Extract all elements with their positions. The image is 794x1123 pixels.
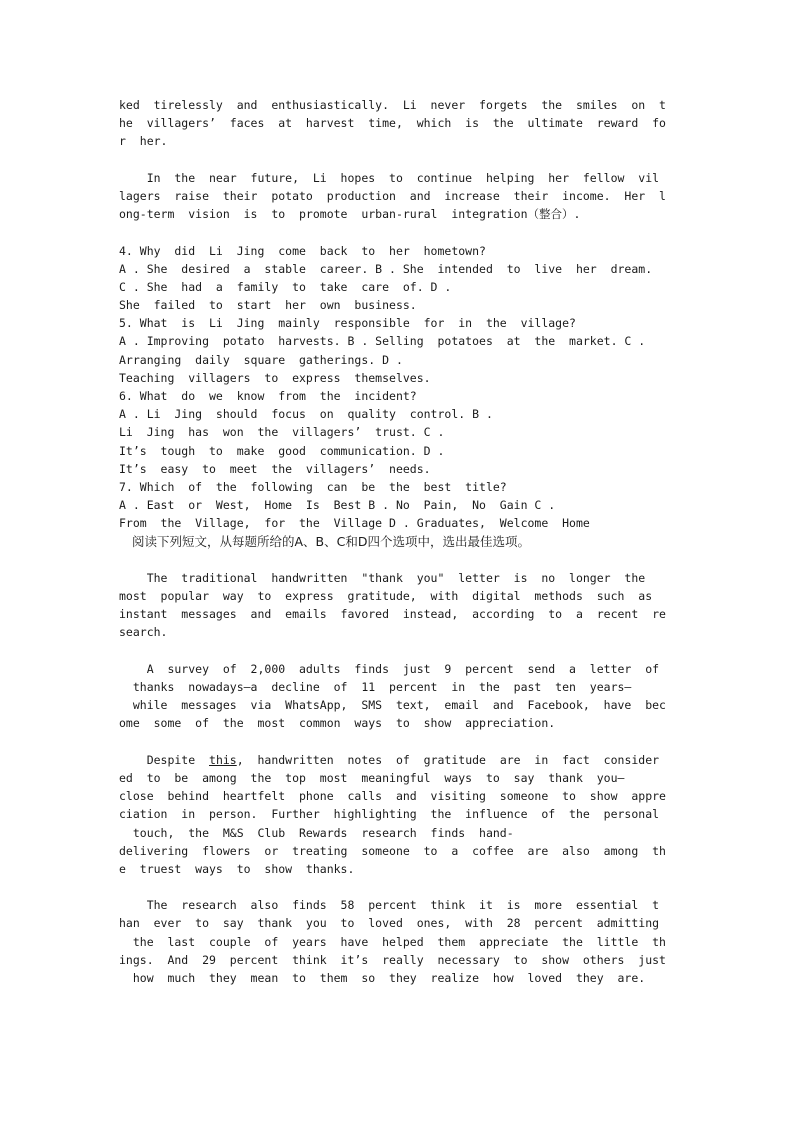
question-option-line: Arranging daily square gatherings. D . — [119, 352, 403, 367]
text-line: ed to be among the top most meaningful ways to say thank you— — [119, 770, 625, 785]
text-line: ked tirelessly and enthusiastically. Li never forgets the smiles on t — [119, 98, 666, 112]
passage-b-paragraph-1 — [119, 569, 675, 642]
text-line: e truest ways to show thanks. — [119, 861, 355, 876]
question-option-line: A . Li Jing should focus on quality control. B . — [119, 407, 493, 422]
passage-a-last-paragraph — [119, 169, 675, 224]
text-line: ings. And 29 percent think it’s really necessary to show others just — [119, 952, 666, 967]
text-line: close behind heartfelt phone calls and visiting someone to show appre — [119, 789, 666, 804]
question-option-line: A . Improving potato harvests. B . Selling potatoes at the market. C . — [119, 334, 646, 349]
passage-b-paragraph-3 — [119, 751, 675, 878]
text-line: while messages via WhatsApp, SMS text, email and Facebook, have bec — [119, 698, 666, 713]
text-fragment: , handwritten notes of gratitude are in fact consider — [236, 752, 660, 767]
text-line — [119, 751, 675, 769]
question-option-line: Teaching villagers to express themselves. — [119, 370, 431, 385]
text-line: touch, the M&S Club Rewards research finds hand- — [119, 825, 514, 840]
text-line: search. — [119, 625, 168, 640]
text-line: In the near future, Li hopes to continue helping her fellow vil — [119, 170, 660, 185]
text-line: most popular way to express gratitude, with digital methods such as — [119, 589, 653, 604]
text-line: ong-term vision is to promote urban-rural integration（整合）. — [119, 207, 581, 222]
question-option-line: It’s tough to make good communication. D . — [119, 443, 445, 458]
question-option-line: A . East or West, Home Is Best B . No Pain, No Gain C . — [119, 498, 556, 513]
text-line: instant messages and emails favored instead, according to a recent re — [119, 607, 666, 622]
question-option-line: It’s easy to meet the villagers’ needs. — [119, 461, 431, 476]
text-line: delivering flowers or treating someone to a coffee are also among th — [119, 843, 666, 858]
text-line: A survey of 2,000 adults finds just 9 percent send a letter of — [119, 661, 660, 676]
text-line: ciation in person. Further highlighting the influence of the personal — [119, 807, 660, 822]
underlined-word: this — [209, 752, 237, 767]
passage-b-paragraph-2 — [119, 660, 675, 733]
question-4: 4. Why did Li Jing come back to her hometown? — [119, 243, 486, 258]
text-line: how much they mean to them so they realize how loved they are. — [119, 971, 646, 985]
question-option-line: A . She desired a stable career. B . She intended to live her dream. — [119, 261, 653, 276]
text-line: thanks nowadays—a decline of 11 percent in the past ten years— — [119, 680, 632, 694]
question-option-line: She failed to start her own business. — [119, 298, 417, 313]
question-list — [119, 242, 675, 533]
question-6: 6. What do we know from the incident? — [119, 389, 417, 403]
text-line: han ever to say thank you to loved ones, with 28 percent admitting — [119, 916, 660, 931]
question-5: 5. What is Li Jing mainly responsible for in the village? — [119, 316, 576, 331]
passage-a-tail — [119, 96, 675, 151]
passage-b-paragraph-4 — [119, 896, 675, 987]
question-option-line: Li Jing has won the villagers’ trust. C . — [119, 425, 445, 440]
text-fragment: Despite — [119, 752, 210, 767]
text-line: the last couple of years have helped them appreciate the little th — [119, 934, 666, 949]
text-line: lagers raise their potato production and increase their income. Her l — [119, 188, 666, 203]
question-7: 7. Which of the following can be the best title? — [119, 479, 507, 494]
text-line: The traditional handwritten "thank you" letter is no longer the — [119, 570, 646, 585]
question-option-line: From the Village, for the Village D . Graduates, Welcome Home — [119, 516, 590, 531]
section-instruction: 阅读下列短文，从每题所给的A、B、C和D四个选项中，选出最佳选项。 — [132, 533, 530, 549]
question-option-line: C . She had a family to take care of. D . — [119, 279, 452, 294]
text-line: r her. — [119, 134, 168, 149]
text-line: ome some of the most common ways to show appreciation. — [119, 716, 556, 731]
text-line: The research also finds 58 percent think it is more essential t — [119, 898, 660, 913]
text-line: he villagers’ faces at harvest time, which is the ultimate reward fo — [119, 116, 666, 131]
document-page — [119, 96, 675, 987]
